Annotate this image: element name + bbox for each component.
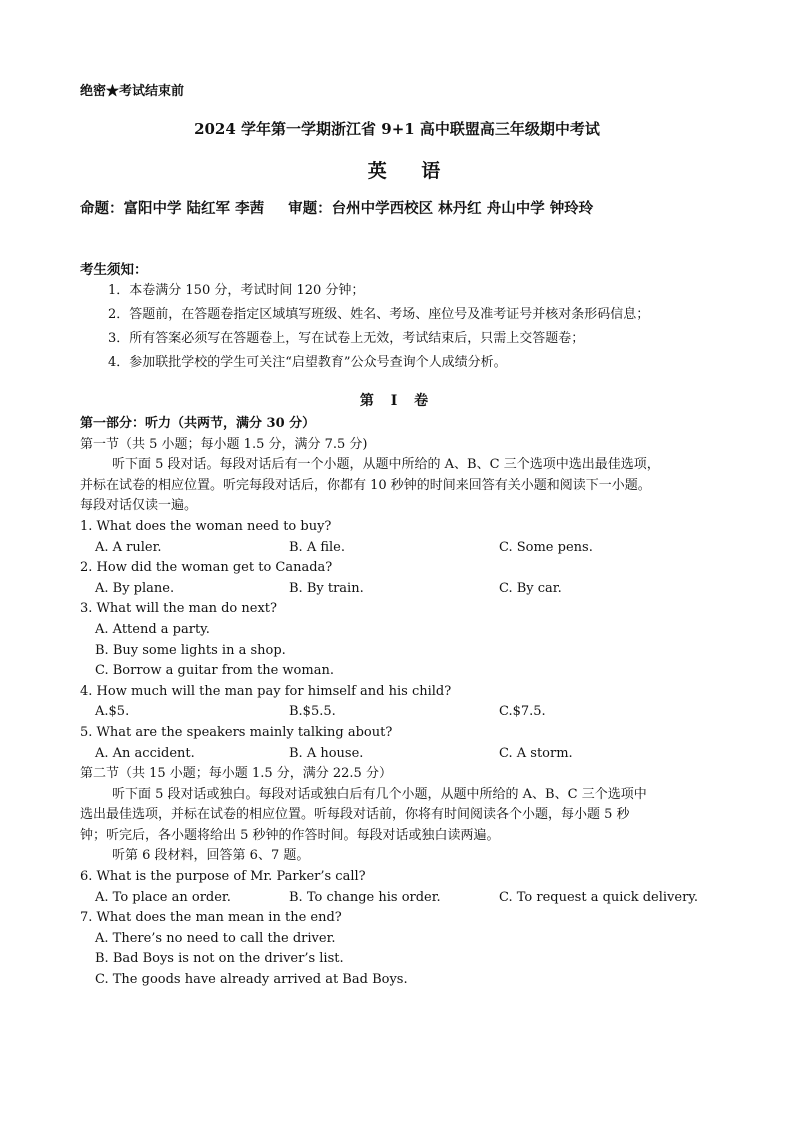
option-c: C. A storm. — [499, 745, 573, 761]
notice-item: 2．答题前，在答题卷指定区域填写班级、姓名、考场、座位号及准考证号并核对条形码信息； — [108, 307, 650, 322]
option-c: C. Borrow a guitar from the woman. — [95, 663, 334, 679]
option-a: A. There’s no need to call the driver. — [95, 930, 336, 946]
option-c: C. The goods have already arrived at Bad Boys. — [95, 972, 408, 988]
option-a: A. By plane. — [95, 580, 175, 596]
option-b: B. Bad Boys is not on the driver’s list. — [95, 951, 344, 967]
option-c: C. To request a quick delivery. — [499, 889, 699, 905]
option-a: A. Attend a party. — [95, 621, 210, 637]
setters-text: 命题：富阳中学 陆红军 李茜 — [80, 201, 265, 217]
question-stem: 1. What does the woman need to buy? — [80, 518, 332, 534]
section1-instructions-line: 听下面 5 段对话。每段对话后有一个小题，从题中所给的 A、B、C 三个选项中选出最佳选项， — [112, 457, 660, 473]
section2-instructions-line: 钟；听完后，各小题将给出 5 秒钟的作答时间。每段对话或独白读两遍。 — [80, 827, 500, 843]
options-row — [80, 888, 720, 909]
option-b: B. A house. — [289, 745, 364, 761]
notice-title: 考生须知： — [80, 262, 148, 278]
options-row — [80, 538, 720, 559]
volume-title: 第 Ⅰ 卷 — [359, 393, 435, 409]
option-b: B. A file. — [289, 539, 345, 555]
option-b: B. To change his order. — [289, 889, 441, 905]
notice-item: 4．参加联批学校的学生可关注“启望教育”公众号查询个人成绩分析。 — [108, 355, 507, 370]
option-c: C. Some pens. — [499, 539, 593, 555]
notice-item: 3．所有答案必须写在答题卷上，写在试卷上无效，考试结束后，只需上交答题卷； — [108, 331, 585, 346]
option-c: C.$7.5. — [499, 704, 546, 720]
part1-title: 第一部分：听力（共两节，满分 30 分） — [80, 416, 316, 431]
option-b: B. By train. — [289, 580, 364, 596]
question-stem: 4. How much will the man pay for himself and his child? — [80, 683, 452, 699]
options-row — [80, 579, 720, 600]
section2-instructions-line: 选出最佳选项，并标在试卷的相应位置。听每段对话前，你将有时间阅读各个小题，每小题 5 秒 — [80, 807, 630, 823]
authors-line — [80, 197, 593, 218]
section1-instructions-line: 并标在试卷的相应位置。听完每段对话后，你都有 10 秒钟的时间来回答有关小题和阅读下一小题。 — [80, 477, 651, 493]
question-stem: 3. What will the man do next? — [80, 601, 277, 617]
option-a: A. An accident. — [95, 745, 195, 761]
option-a: A. To place an order. — [95, 889, 231, 905]
option-b: B. Buy some lights in a shop. — [95, 642, 286, 658]
question-stem: 2. How did the woman get to Canada? — [80, 560, 333, 576]
exam-title: 2024 学年第一学期浙江省 9+1 高中联盟高三年级期中考试 — [194, 120, 600, 138]
option-a: A.$5. — [95, 704, 130, 720]
options-row — [80, 744, 720, 765]
section1-title: 第一节（共 5 小题；每小题 1.5 分，满分 7.5 分) — [80, 436, 368, 452]
option-a: A. A ruler. — [95, 539, 162, 555]
section2-title: 第二节（共 15 小题；每小题 1.5 分，满分 22.5 分） — [80, 766, 392, 782]
listening-part — [80, 414, 720, 991]
notice-item: 1．本卷满分 150 分，考试时间 120 分钟； — [108, 283, 365, 298]
question-stem: 5. What are the speakers mainly talking about? — [80, 724, 393, 740]
option-c: C. By car. — [499, 580, 562, 596]
section1-instructions-line: 每段对话仅读一遍。 — [80, 498, 198, 514]
reviewers-text: 审题：台州中学西校区 林丹红 舟山中学 钟玲玲 — [288, 201, 594, 217]
options-row — [80, 702, 720, 723]
subject-title: 英 语 — [367, 160, 455, 182]
option-b: B.$5.5. — [289, 704, 336, 720]
question-stem: 7. What does the man mean in the end? — [80, 910, 342, 926]
notice-list — [108, 279, 649, 375]
section2-instructions-line: 听下面 5 段对话或独白。每段对话或独白后有几个小题，从题中所给的 A、B、C 三个选项中 — [112, 786, 647, 802]
question-stem: 6. What is the purpose of Mr. Parker’s call? — [80, 869, 366, 885]
confidential-label: 绝密★考试结束前 — [80, 84, 185, 99]
material-note: 听第 6 段材料，回答第 6、7 题。 — [112, 848, 310, 864]
